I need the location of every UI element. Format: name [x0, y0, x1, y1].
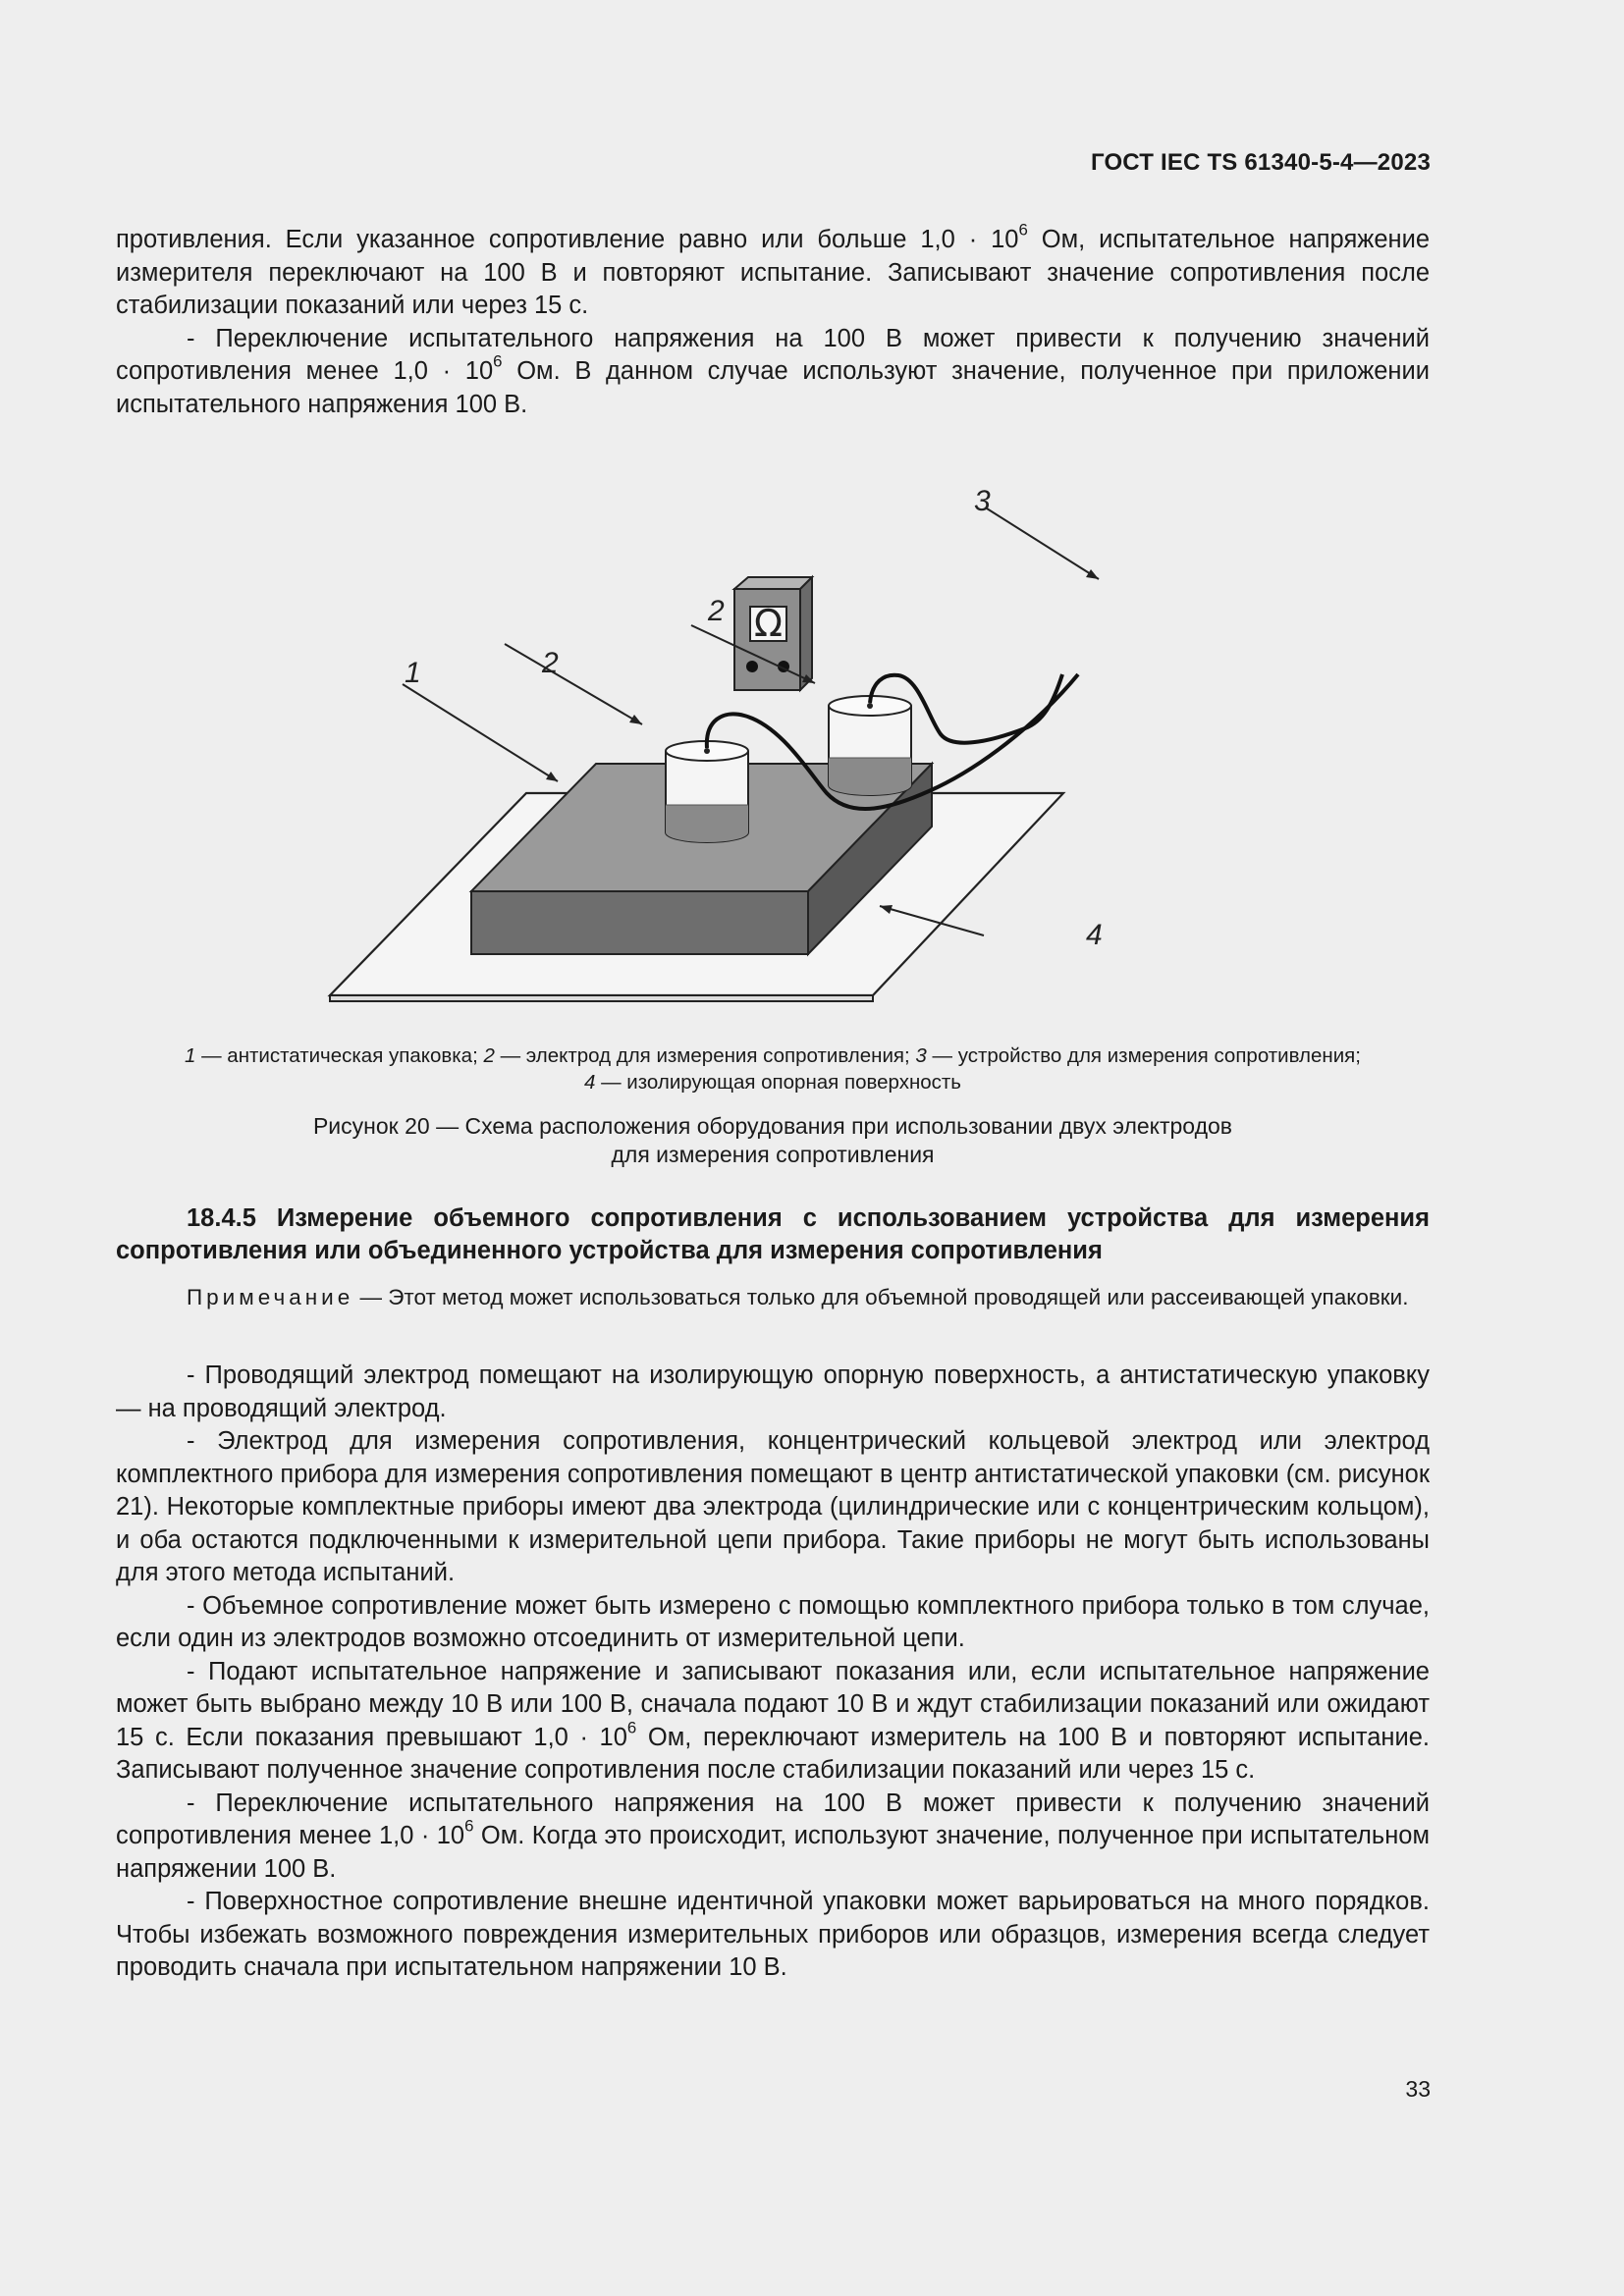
label-1: 1 [405, 657, 421, 689]
paragraph: - Поверхностное сопротивление внешне идентичной упаковки может варьироваться на много порядков. Чтобы избежать возможного повреждения измерительных приборов или образцов, измерения всегда следует проводить сначала при испытательном напряжении 10 В. [116, 1888, 1430, 1981]
measurement-setup-diagram [314, 481, 1237, 1011]
label-2a: 2 [542, 647, 559, 679]
label-4: 4 [1086, 919, 1103, 951]
electrode-b [829, 696, 911, 795]
page-number: 33 [1405, 2076, 1431, 2102]
electrode-a [666, 741, 748, 842]
paragraph: - Переключение испытательного напряжения на 100 В может привести к получению значений сопротивления менее $1,0 \cdot 10^6$ Ом. В данном случае используют значение, полученное при приложении испытательного напряжения 100 В. [116, 324, 1431, 418]
resistance-meter [734, 577, 812, 690]
figure-caption: Рисунок 20 — Схема расположения оборудования при использовании двух электродов для измерения сопротивления [312, 1113, 1233, 1167]
body-text [116, 1360, 1430, 1985]
note: Примечание — Этот метод может использоваться только для объемной проводящей или рассеивающей упаковки. [187, 1285, 1409, 1309]
paragraph: - Объемное сопротивление может быть измерено с помощью комплектного прибора только в том случае, если один из электродов возможно отсоединить от измерительной цепи. [116, 1591, 1430, 1652]
insulating-surface-edge [330, 995, 873, 1001]
figure-20 [314, 481, 1237, 1011]
top-text [116, 220, 1431, 421]
label-2b: 2 [708, 595, 725, 627]
section-heading: 18.4.5 Измерение объемного сопротивления с использованием устройства для измерения сопротивления или объединенного устройства для измерения сопротивления [116, 1204, 1430, 1264]
paragraph: - Переключение испытательного напряжения на 100 В может привести к получению значений сопротивления менее $1,0 \cdot 10^6$ Ом. Когда это происходит, используют значение, полученное при испытательном напряжении 100 В. [116, 1789, 1431, 1883]
label-3: 3 [974, 485, 991, 517]
paragraph: противления. Если указанное сопротивление равно или больше $1,0 \cdot 10^6$ Ом, испытательное напряжение измерителя переключают на 100 В и повторяют испытание. Записывают значение сопротивления после стабилизации показаний или через 15 с. [116, 220, 1431, 319]
ohm-symbol: Ω [753, 602, 784, 645]
paragraph: - Проводящий электрод помещают на изолирующую опорную поверхность, а антистатическую упаковку — на проводящий электрод. [116, 1362, 1430, 1422]
package-front [471, 891, 808, 954]
paragraph: - Подают испытательное напряжение и записывают показания или, если испытательное напряжение может быть выбрано между 10 В или 100 В, сначала подают 10 В и ждут стабилизации показаний или ожидают 15 с. Если показания превышают $1,0 \cdot 10^6$ Ом, переключают измеритель на 100 В и повторяют испытание. Записывают полученное значение сопротивления после стабилизации показаний или через 15 с. [116, 1657, 1431, 1784]
paragraph: - Электрод для измерения сопротивления, концентрический кольцевой электрод или электрод комплектного прибора для измерения сопротивления помещают в центр антистатической упаковки (см. рисунок 21). Некоторые комплектные приборы имеют два электрода (цилиндрические или с концентрическим кольцом), и оба остаются подключенными к измерительной цепи прибора. Такие приборы не могут быть использованы для этого метода испытаний. [116, 1427, 1430, 1586]
document-header: ГОСТ IEC TS 61340-5-4—2023 [1090, 149, 1431, 176]
figure-legend: 1 — антистатическая упаковка; 2 — электрод для измерения сопротивления; 3 — устройство для измерения сопротивления; 4 — изолирующая опорная поверхность [185, 1044, 1361, 1094]
